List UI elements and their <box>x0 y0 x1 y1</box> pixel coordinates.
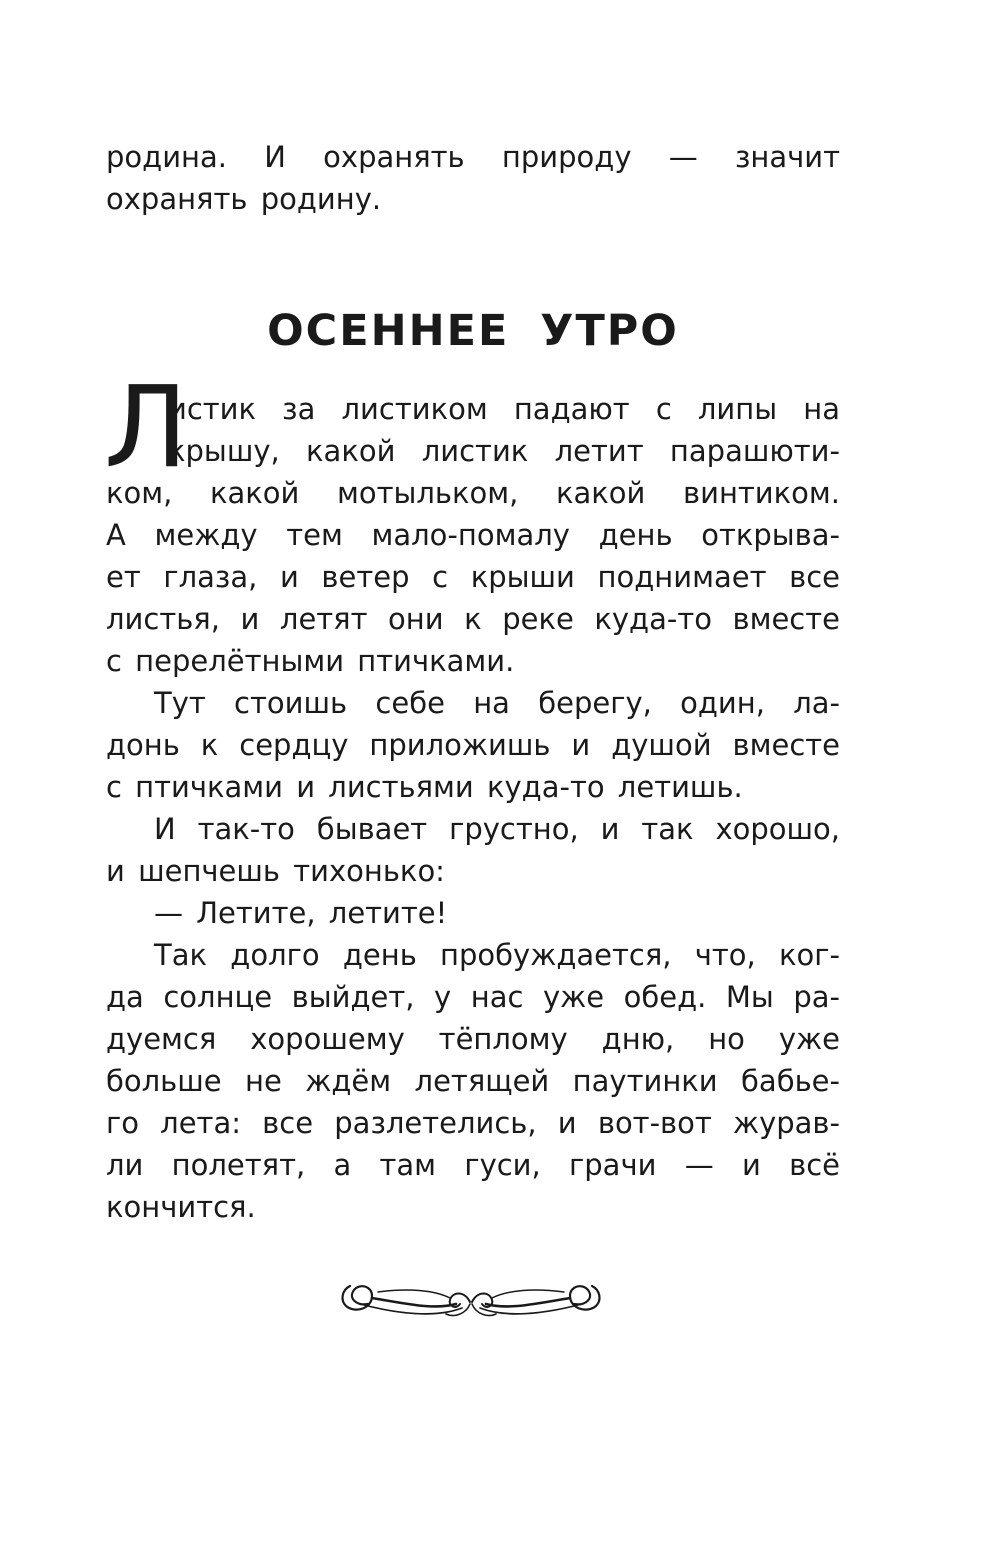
text-line-8: Тут стоишь себе на берегу, один, ла- <box>154 686 840 720</box>
drop-cap-letter: Л <box>104 363 189 493</box>
text-line-1: истик за листиком падают с липы на <box>168 392 840 426</box>
flourish-divider-icon <box>338 1274 604 1326</box>
text-line-13: — Летите, летите! <box>154 896 448 930</box>
text-line-16: дуемся хорошему тёплому дню, но уже <box>106 1022 840 1056</box>
text-line-6: листья, и летят они к реке куда-то вместе <box>106 602 840 636</box>
text-line-18: го лета: все разлетелись, и вот-вот журав- <box>106 1106 840 1140</box>
text-line-20: кончится. <box>106 1190 256 1224</box>
text-line-15: да солнце выйдет, у нас уже обед. Мы ра- <box>106 980 840 1014</box>
text-line-17: больше не ждём летящей паутинки бабье- <box>106 1064 840 1098</box>
text-line-3: ком, какой мотыльком, какой винтиком. <box>106 476 840 510</box>
intro-line-2: охранять родину. <box>106 182 382 216</box>
text-line-9: донь к сердцу приложишь и душой вместе <box>106 728 840 762</box>
text-line-5: ет глаза, и ветер с крыши поднимает все <box>106 560 840 594</box>
text-line-4: А между тем мало-помалу день открыва- <box>106 518 840 552</box>
text-line-14: Так долго день пробуждается, что, ког- <box>154 938 840 972</box>
chapter-title: ОСЕННЕЕ УТРО <box>267 306 679 356</box>
text-line-19: ли полетят, а там гуси, грачи — и всё <box>106 1148 840 1182</box>
text-line-10: с птичками и листьями куда-то летишь. <box>106 770 743 804</box>
text-line-12: и шепчешь тихонько: <box>106 854 445 888</box>
intro-line-1: родина. И охранять природу — значит <box>106 140 840 174</box>
text-line-2: крышу, какой листик летит парашюти- <box>168 434 840 468</box>
text-line-7: с перелётными птичками. <box>106 644 515 678</box>
text-line-11: И так-то бывает грустно, и так хорошо, <box>154 812 840 846</box>
